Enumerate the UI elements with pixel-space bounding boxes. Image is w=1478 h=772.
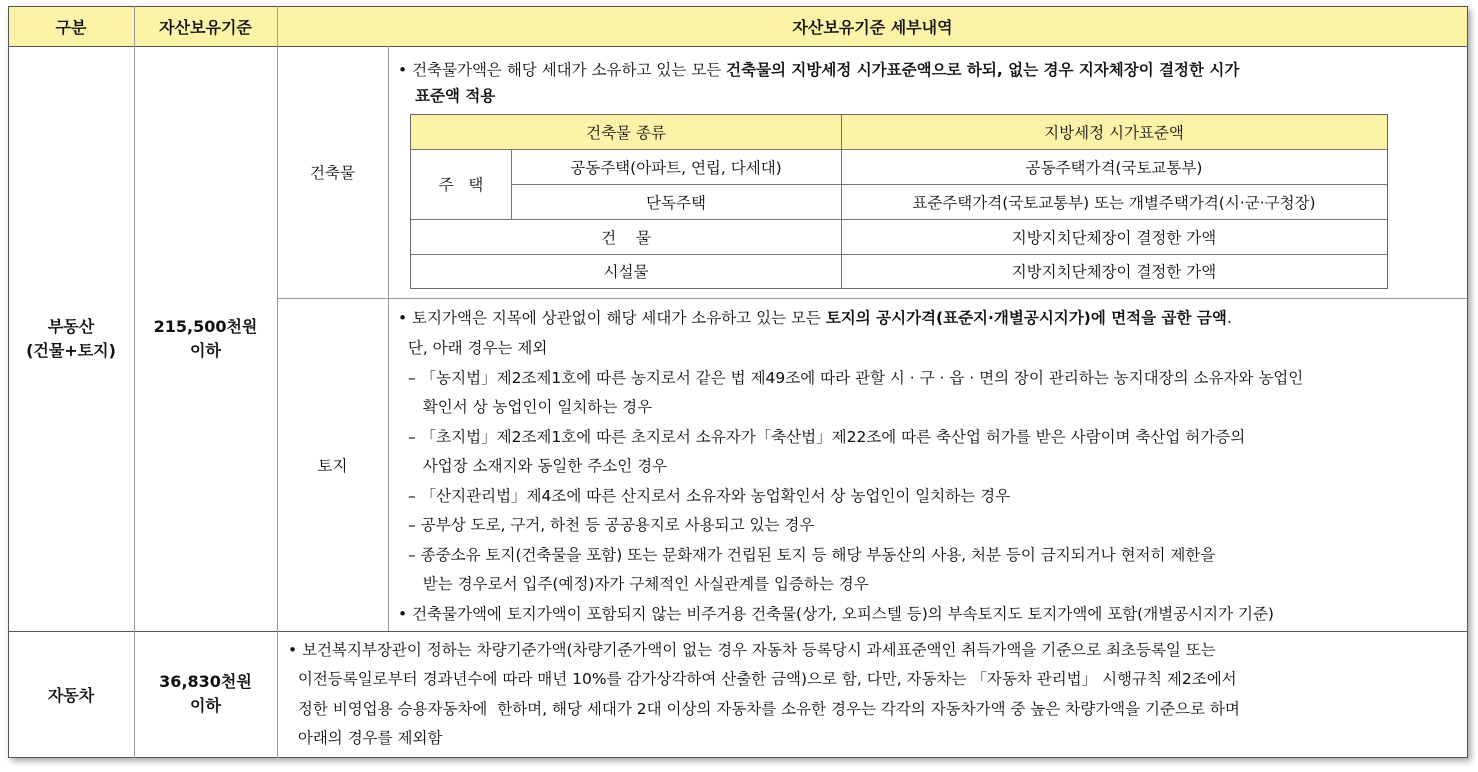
inner-house-label: 주 택 [438, 176, 484, 194]
standard-real-estate-line1: 215,500천원 [153, 316, 258, 336]
land-line-9: – 종중소유 토지(건축물을 포함) 또는 문화재가 건립된 토지 등 해당 부동산의 사용, 처분 등이 금지되거나 현저히 제한을 [408, 546, 1216, 564]
header-details: 자산보유기준 세부내역 [277, 6, 1468, 46]
vehicle-line-3: 정한 비영업용 승용자동차에 한하며, 해당 세대가 2대 이상의 자동차를 소유한 경우는 각각의 자동차가액 중 높은 차량가액을 기준으로 하며 [288, 700, 1240, 718]
land-line-1 [398, 306, 1232, 328]
vehicle-line-4: 아래의 경우를 제외함 [288, 729, 443, 747]
building-bullet-line2: 표준액 적용 [415, 87, 496, 105]
land-line-1-tail: . [1226, 309, 1232, 327]
category-vehicle: 자동차 [47, 685, 95, 705]
inner-row-detached-value: 표준주택가격(국토교통부) 또는 개별주택가격(시·군·구청장) [912, 193, 1316, 212]
category-real-estate-line2: (건물+토지) [26, 340, 116, 360]
category-real-estate [8, 46, 134, 631]
inner-header-value: 지방세정 시가표준액 [841, 115, 1387, 149]
header-standard: 자산보유기준 [134, 6, 277, 46]
land-line-7: – 「산지관리법」제4조에 따른 산지로서 소유자와 농업확인서 상 농업인이 일치하는 경우 [408, 487, 1011, 505]
standard-vehicle [134, 631, 277, 757]
land-line-1-text: • 토지가액은 지목에 상관없이 해당 세대가 소유하고 있는 모든 [398, 309, 826, 327]
inner-row-facility-value: 지방지치단체장이 결정한 가액 [1011, 263, 1217, 281]
standard-real-estate [134, 46, 277, 631]
building-bullet-prefix: • 건축물가액은 해당 세대가 소유하고 있는 모든 [398, 61, 727, 79]
building-bullet-line1 [398, 58, 1239, 80]
land-line-6: 사업장 소재지와 동일한 주소인 경우 [408, 457, 668, 475]
building-value-table [410, 114, 1388, 289]
inner-row-apartment-value: 공동주택가격(국토교통부) [1025, 158, 1203, 177]
inner-row-facility-type: 시설물 [603, 263, 649, 281]
land-line-5: – 「초지법」제2조제1호에 따른 초지로서 소유자가「축산법」제22조에 따른 축산업 허가를 받은 사람이며 축산업 허가증의 [408, 428, 1246, 446]
category-real-estate-line1: 부동산 [47, 316, 95, 336]
land-line-11: • 건축물가액에 토지가액이 포함되지 않는 비주거용 건축물(상가, 오피스텔 등)의 부속토지도 토지가액에 포함(개별공시지가 기준) [398, 605, 1274, 623]
inner-row-building-value: 지방지치단체장이 결정한 가액 [1011, 228, 1217, 247]
standard-vehicle-line1: 36,830천원 [159, 672, 252, 691]
vehicle-line-1: • 보건복지부장관이 정하는 차량기준가액(차량기준가액이 없는 경우 자동차 등록당시 과세표준액인 취득가액을 기준으로 최초등록일 또는 [288, 641, 1216, 659]
standard-vehicle-line2: 이하 [190, 696, 221, 715]
land-line-3: – 「농지법」제2조제1호에 따른 농지로서 같은 법 제49조에 따라 관할 시 · 구 · 읍 · 면의 장이 관리하는 농지대장의 소유자와 농업인 [408, 369, 1304, 387]
asset-criteria-table [8, 6, 1468, 758]
land-line-10: 받는 경우로서 입주(예정)자가 구체적인 사실관계를 입증하는 경우 [408, 575, 869, 593]
inner-row-apartment-type: 공동주택(아파트, 연립, 다세대) [570, 158, 782, 177]
land-line-4: 확인서 상 농업인이 일치하는 경우 [408, 398, 653, 416]
land-line-2: 단, 아래 경우는 제외 [398, 339, 548, 357]
land-line-8: – 공부상 도로, 구거, 하천 등 공공용지로 사용되고 있는 경우 [408, 516, 815, 534]
standard-real-estate-line2: 이하 [190, 340, 221, 360]
subcategory-building: 건축물 [310, 164, 355, 182]
vehicle-line-2: 이전등록일로부터 경과년수에 따라 매년 10%를 감가상각하여 산출한 금액)으로 함, 다만, 자동차는 「자동차 관리법」 시행규칙 제2조에서 [288, 670, 1237, 688]
inner-header-type: 건축물 종류 [411, 115, 841, 149]
inner-row-detached-type: 단독주택 [646, 193, 706, 212]
building-bullet-bold1: 건축물의 지방세정 시가표준액으로 하되, 없는 경우 지자체장이 결정한 시가 [726, 61, 1240, 79]
inner-row-building-type: 건 물 [601, 228, 651, 247]
land-line-1-bold: 토지의 공시가격(표준지·개별공시지가)에 면적을 곱한 금액 [825, 309, 1227, 327]
header-category: 구분 [8, 6, 134, 46]
subcategory-land: 토지 [317, 456, 348, 475]
